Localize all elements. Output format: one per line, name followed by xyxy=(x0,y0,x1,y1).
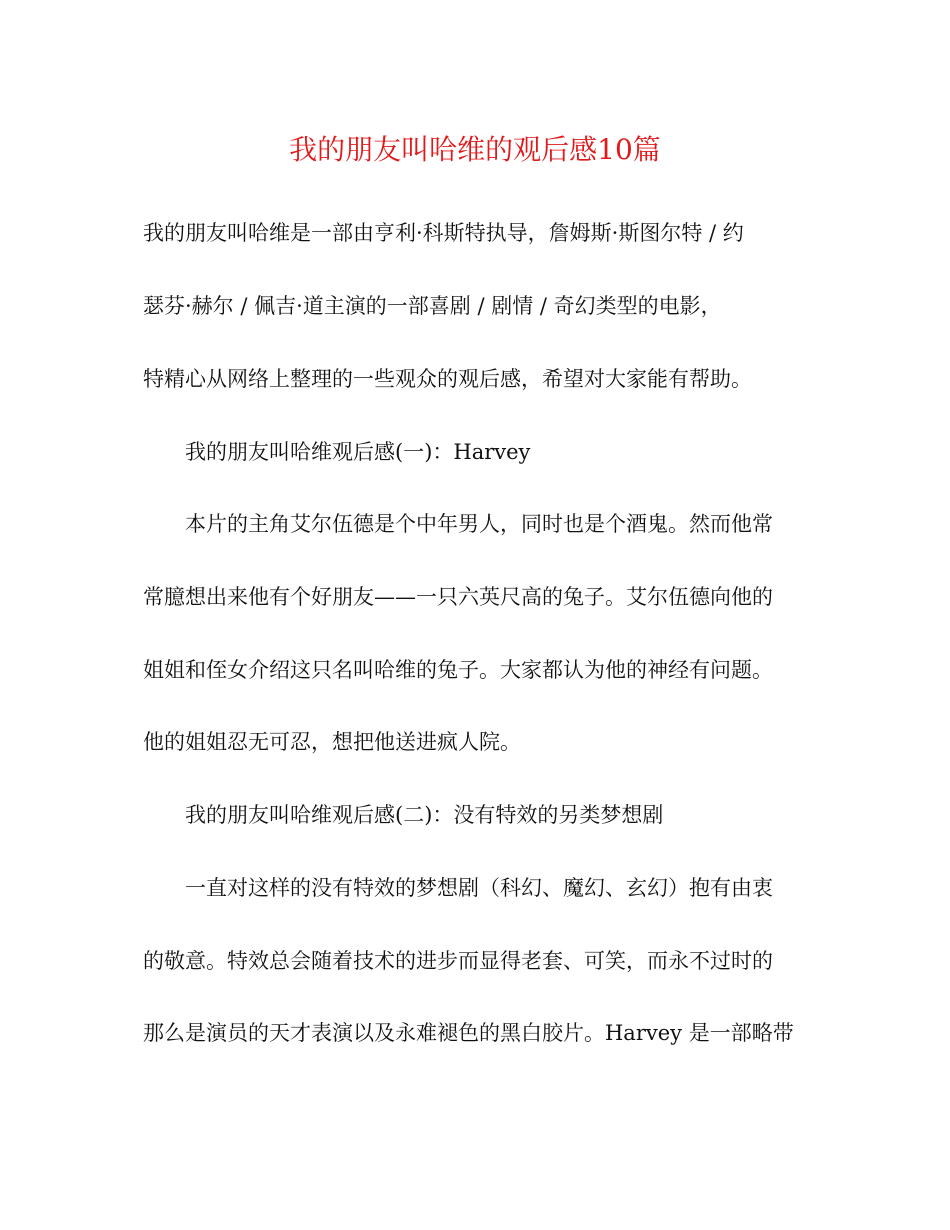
paragraph-2-line-2: 的敬意。特效总会随着技术的进步而显得老套、可笑，而永不过时的 xyxy=(143,949,773,973)
paragraph-2-line-1: 一直对这样的没有特效的梦想剧（科幻、魔幻、玄幻）抱有由衷 xyxy=(185,876,773,900)
paragraph-intro-line-2: 瑟芬·赫尔 / 佩吉·道主演的一部喜剧 / 剧情 / 奇幻类型的电影， xyxy=(143,294,722,318)
document-title: 我的朋友叫哈维的观后感10篇 xyxy=(289,133,661,166)
paragraph-intro-line-3: 特精心从网络上整理的一些观众的观后感，希望对大家能有帮助。 xyxy=(143,367,752,391)
paragraph-2-line-3: 那么是演员的天才表演以及永难褪色的黑白胶片。Harvey 是一部略带 xyxy=(143,1021,794,1045)
section-heading-2: 我的朋友叫哈维观后感(二)：没有特效的另类梦想剧 xyxy=(185,803,664,827)
paragraph-1-line-2: 常臆想出来他有个好朋友——一只六英尺高的兔子。艾尔伍德向他的 xyxy=(143,585,773,609)
paragraph-intro-line-1: 我的朋友叫哈维是一部由亨利·科斯特执导，詹姆斯·斯图尔特 / 约 xyxy=(143,221,744,245)
paragraph-1-line-3: 姐姐和侄女介绍这只名叫哈维的兔子。大家都认为他的神经有问题。 xyxy=(143,658,773,682)
section-heading-1: 我的朋友叫哈维观后感(一)：Harvey xyxy=(185,440,531,464)
paragraph-1-line-1: 本片的主角艾尔伍德是个中年男人，同时也是个酒鬼。然而他常 xyxy=(185,512,773,536)
paragraph-1-line-4: 他的姐姐忍无可忍，想把他送进疯人院。 xyxy=(143,730,521,754)
